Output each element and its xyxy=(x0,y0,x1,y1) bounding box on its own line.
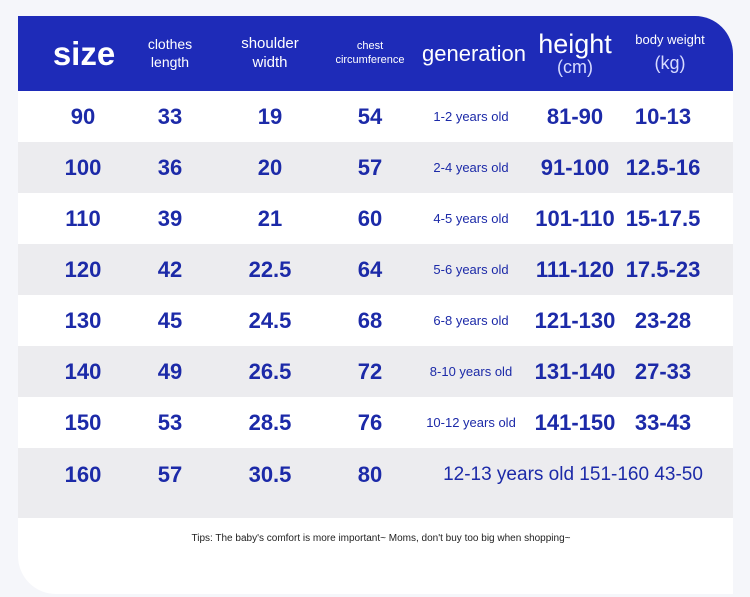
cell-size: 160 xyxy=(64,462,102,487)
cell-length: 36 xyxy=(157,154,183,180)
header-shoulder-line2: width xyxy=(252,53,288,71)
header-chest-circumference xyxy=(318,16,422,91)
cell-size: 90 xyxy=(70,103,96,129)
cell-height: 131-140 xyxy=(534,358,616,384)
cell-size: 100 xyxy=(64,154,102,180)
cell-weight: 23-28 xyxy=(634,307,692,333)
cell-weight: 33-43 xyxy=(634,409,692,435)
header-body-weight xyxy=(620,16,720,91)
header-chest-line2: circumference xyxy=(335,53,405,66)
tips-text: Tips: The baby's comfort is more important~ Moms, don't buy too big when shopping~ xyxy=(191,533,571,544)
cell-shoulder: 21 xyxy=(257,205,283,231)
header-generation xyxy=(418,16,530,91)
header-generation-label: generation xyxy=(422,40,526,66)
cell-length: 45 xyxy=(157,307,183,333)
cell-height: 101-110 xyxy=(535,205,615,231)
cell-generation: 5-6 years old xyxy=(433,262,509,277)
table-row xyxy=(18,91,733,142)
header-height-unit: (cm) xyxy=(557,57,593,78)
cell-generation: 2-4 years old xyxy=(433,160,509,175)
cell-size: 140 xyxy=(64,358,102,384)
cell-size: 120 xyxy=(64,256,102,282)
header-height-label: height xyxy=(538,28,612,59)
cell-weight: 17.5-23 xyxy=(625,256,701,282)
cell-size: 150 xyxy=(64,409,102,435)
table-header xyxy=(18,16,733,91)
cell-length: 57 xyxy=(157,462,183,487)
table-row xyxy=(18,346,733,397)
cell-chest: 72 xyxy=(357,358,383,384)
cell-merged-generation-height-weight: 12-13 years old 151-160 43-50 xyxy=(443,464,703,485)
header-size-label: size xyxy=(52,34,116,72)
cell-height: 91-100 xyxy=(540,154,610,180)
table-row-last xyxy=(18,448,733,518)
cell-height: 111-120 xyxy=(535,256,615,282)
cell-chest: 76 xyxy=(357,409,383,435)
cell-chest: 80 xyxy=(357,462,383,487)
cell-generation: 8-10 years old xyxy=(429,364,513,379)
table-row xyxy=(18,193,733,244)
size-chart-card xyxy=(18,16,733,594)
cell-weight: 10-13 xyxy=(634,103,692,129)
cell-shoulder: 20 xyxy=(257,154,283,180)
header-height xyxy=(523,16,627,91)
cell-length: 49 xyxy=(157,358,183,384)
cell-shoulder: 24.5 xyxy=(248,307,292,333)
cell-chest: 54 xyxy=(357,103,383,129)
header-shoulder-width xyxy=(218,16,322,91)
cell-height: 121-130 xyxy=(534,307,616,333)
cell-generation: 4-5 years old xyxy=(433,211,509,226)
table-row xyxy=(18,244,733,295)
table-row xyxy=(18,142,733,193)
header-weight-label: body weight xyxy=(635,32,705,48)
cell-generation: 1-2 years old xyxy=(433,109,509,124)
cell-weight: 27-33 xyxy=(634,358,692,384)
cell-length: 53 xyxy=(157,409,183,435)
cell-height: 81-90 xyxy=(546,103,604,129)
cell-chest: 68 xyxy=(357,307,383,333)
cell-weight: 12.5-16 xyxy=(625,154,701,180)
cell-shoulder: 30.5 xyxy=(248,462,292,487)
cell-shoulder: 19 xyxy=(257,103,283,129)
cell-weight: 15-17.5 xyxy=(625,205,701,231)
cell-length: 39 xyxy=(157,205,183,231)
table-row xyxy=(18,397,733,448)
table-row xyxy=(18,295,733,346)
cell-chest: 57 xyxy=(357,154,383,180)
cell-chest: 60 xyxy=(357,205,383,231)
header-length-line2: length xyxy=(150,53,190,70)
cell-length: 42 xyxy=(157,256,183,282)
cell-height: 141-150 xyxy=(534,409,616,435)
cell-shoulder: 28.5 xyxy=(248,409,292,435)
header-chest-line1: chest xyxy=(356,39,384,52)
cell-shoulder: 22.5 xyxy=(248,256,292,282)
cell-chest: 64 xyxy=(357,256,383,282)
cell-size: 110 xyxy=(65,205,101,231)
cell-generation: 10-12 years old xyxy=(426,415,516,430)
header-weight-unit: (kg) xyxy=(654,53,686,74)
header-length-line1: clothes xyxy=(147,36,193,52)
header-clothes-length xyxy=(118,16,222,91)
cell-length: 33 xyxy=(157,103,183,129)
cell-size: 130 xyxy=(64,307,102,333)
header-shoulder-line1: shoulder xyxy=(241,34,299,52)
cell-shoulder: 26.5 xyxy=(248,358,292,384)
cell-generation: 6-8 years old xyxy=(433,313,509,328)
